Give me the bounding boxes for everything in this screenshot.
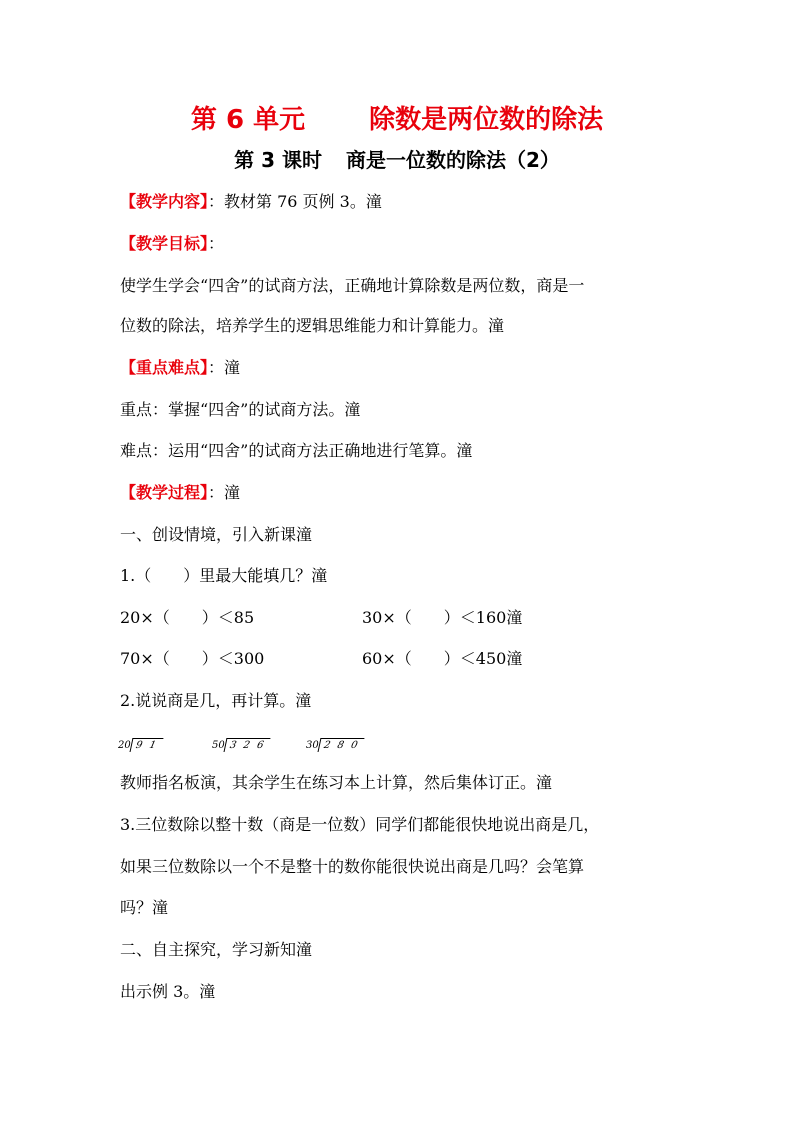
- difficulty-point: [120, 441, 472, 461]
- content-line: [120, 192, 382, 212]
- example-text: 出示例 3。: [120, 982, 200, 1001]
- unit-name: 除数是两位数的除法: [369, 105, 604, 135]
- expression-1b-text: 30×（ ）＜160: [362, 608, 507, 627]
- process-suffix: ：: [208, 483, 225, 502]
- long-division-3: [306, 738, 363, 752]
- section-1: [120, 525, 312, 545]
- mark: 潼: [536, 773, 553, 792]
- mark: 潼: [296, 525, 313, 544]
- question-3-line-3-text: 吗？: [120, 898, 153, 917]
- mark: 潼: [365, 192, 382, 211]
- mark: 潼: [296, 940, 313, 959]
- goals-line-1: 使学生学会“四舍”的试商方法，正确地计算除数是两位数，商是一: [120, 276, 585, 295]
- section-2: [120, 940, 312, 960]
- difficulty-text: 难点：运用“四舍”的试商方法正确地进行笔算。: [120, 441, 457, 460]
- unit-number: 第 6 单元: [190, 105, 306, 135]
- lesson-number: 第 3 课时: [234, 148, 322, 172]
- mark: 潼: [506, 608, 523, 627]
- goals-line-2: [120, 316, 504, 336]
- question-2: [120, 691, 311, 711]
- expression-2b: [362, 649, 522, 669]
- dividend: 3 2 6: [223, 738, 270, 752]
- mark: 潼: [456, 441, 473, 460]
- divisor: 30: [306, 740, 319, 751]
- expression-2b-text: 60×（ ）＜450: [362, 649, 507, 668]
- mark: 潼: [488, 316, 505, 335]
- mark: 潼: [224, 358, 241, 377]
- long-division-1: [118, 738, 162, 752]
- question-3-line-2: 如果三位数除以一个不是整十的数你能很快说出商是几吗？会笔算: [120, 857, 585, 876]
- content-label: 【教学内容】: [120, 192, 209, 211]
- question-3-line-1: 3.三位数除以整十数（商是一位数）同学们都能很快地说出商是几，: [120, 815, 600, 834]
- divisor: 50: [212, 740, 225, 751]
- key-label: 【重点难点】: [120, 358, 209, 377]
- divisor: 20: [118, 740, 131, 751]
- mark: 潼: [152, 898, 169, 917]
- key-point-text: 重点：掌握“四舍”的试商方法。: [120, 400, 345, 419]
- lesson-title: [0, 146, 794, 174]
- mark: 潼: [311, 566, 328, 585]
- expression-2a: 70×（ ）＜300: [120, 649, 265, 668]
- long-division-2: [212, 738, 269, 752]
- question-1-text: 1.（ ）里最大能填几？: [120, 566, 312, 585]
- goals-heading: [120, 234, 224, 254]
- key-suffix: ：: [208, 358, 225, 377]
- dividend: 9 1: [129, 738, 163, 752]
- section-1-text: 一、创设情境，引入新课: [120, 525, 297, 544]
- example-line: [120, 982, 215, 1002]
- process-label: 【教学过程】: [120, 483, 209, 502]
- mark: 潼: [295, 691, 312, 710]
- process-heading: [120, 483, 240, 503]
- mark: 潼: [199, 982, 216, 1001]
- mark: 潼: [224, 483, 241, 502]
- expression-1a: 20×（ ）＜85: [120, 608, 255, 627]
- goals-suffix: ：: [208, 234, 225, 253]
- unit-title: [0, 102, 794, 138]
- section-2-text: 二、自主探究，学习新知: [120, 940, 297, 959]
- expression-1b: [362, 608, 522, 628]
- question-1: [120, 566, 327, 586]
- key-heading: [120, 358, 240, 378]
- content-text: ：教材第 76 页例 3。: [208, 192, 366, 211]
- question-3-line-3: [120, 898, 168, 918]
- lesson-name: 商是一位数的除法（2）: [345, 148, 560, 172]
- question-2-text: 2.说说商是几，再计算。: [120, 691, 296, 710]
- mark: 潼: [344, 400, 361, 419]
- goals-line-2-text: 位数的除法，培养学生的逻辑思维能力和计算能力。: [120, 316, 489, 335]
- mark: 潼: [506, 649, 523, 668]
- key-point: [120, 400, 360, 420]
- dividend: 2 8 0: [317, 738, 364, 752]
- teacher-note: [120, 773, 552, 793]
- goals-label: 【教学目标】: [120, 234, 209, 253]
- teacher-note-text: 教师指名板演，其余学生在练习本上计算，然后集体订正。: [120, 773, 537, 792]
